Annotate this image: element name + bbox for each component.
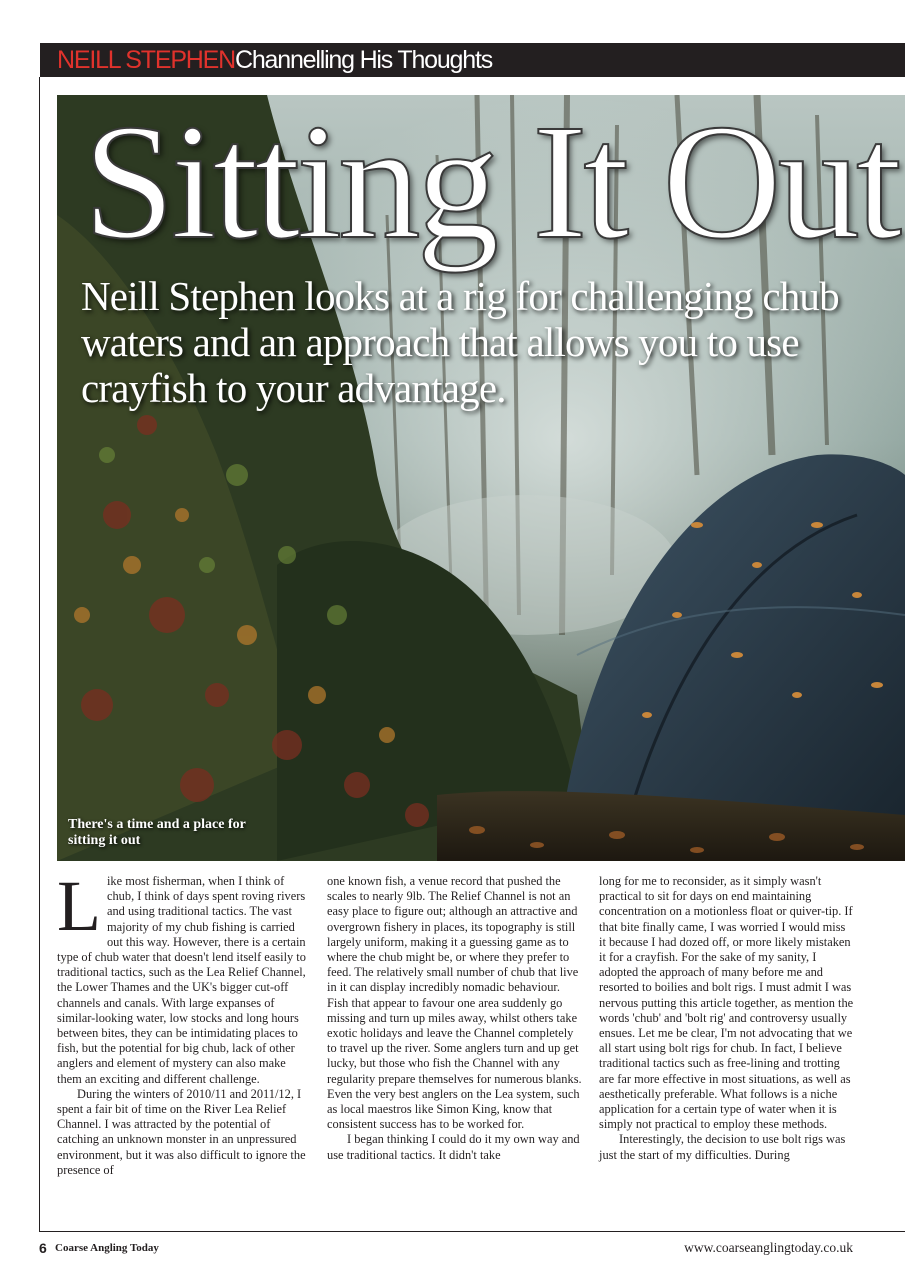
- body-column-1: [57, 866, 309, 1178]
- website-url[interactable]: www.coarseanglingtoday.co.uk: [684, 1240, 853, 1255]
- body-paragraph: Interestingly, the decision to use bolt rigs was just the start of my difficulties. During: [599, 1132, 846, 1162]
- section-kicker: [57, 45, 492, 75]
- body-column-2: [327, 874, 583, 1163]
- body-paragraph: one known fish, a venue record that pushed the scales to nearly 9lb. The Relief Channel is not an easy place to figure out; although an attractive and overgrown fishery in places, its topography is still largely uniform, making it a guessing game as to where the chub might be, or where they prefer to feed. The relatively small number of chub that live in it can display incredibly nomadic behaviour. Fish that appear to favour one area suddenly go missing and turn up miles away, whilst others take exotic holidays and leave the Channel completely to travel up the river. Some anglers turn and up get lucky, but those who fish the Channel with any regularity prepare themselves for numerous blanks. Even the very best anglers on the Lea system, such as local maestros like Simon King, know that consistent success has to be worked for.: [327, 874, 582, 1132]
- section-name: Channelling His Thoughts: [234, 46, 493, 74]
- photo-caption: There's a time and a place for sitting it out: [68, 817, 246, 848]
- drop-cap: L: [57, 866, 101, 946]
- body-column-3: [599, 874, 855, 1163]
- publication-name: Coarse Angling Today: [55, 1242, 159, 1254]
- body-paragraph: I began thinking I could do it my own way and use traditional tactics. It didn't take: [327, 1132, 580, 1162]
- hero-photo: [57, 95, 905, 861]
- section-header-bar: [40, 43, 905, 77]
- body-paragraph: long for me to reconsider, as it simply wasn't practical to sit for days on end maintaining concentration on a motionless float or quiver-tip. If that bite finally came, I was worried I would miss it because I had dozed off, or more likely mistaken it for a crayfish. For the sake of my sanity, I adopted the approach of many before me and resorted to boilies and bolt rigs. I must admit I was nervous putting this article together, as mention the words 'chub' and 'bolt rig' and controversy usually ensues. Let me be clear, I'm not advocating that we all start using bolt rigs for chub. In fact, I believe traditional tactics such as free-lining and trotting are far more effective in most situations, as well as aesthetically preferable. What follows is a niche application for a certain type of water when it is simply not practical to employ these methods.: [599, 874, 854, 1132]
- page-rule-vertical: [39, 77, 40, 1232]
- page-number: 6: [39, 1240, 47, 1256]
- article-standfirst: Neill Stephen looks at a rig for challenging chub waters and an approach that allows you to use crayfish to your advantage.: [81, 273, 839, 411]
- body-paragraph: During the winters of 2010/11 and 2011/12, I spent a fair bit of time on the River Lea Relief Channel. I was attracted by the potential of catching an unknown monster in an unpressured environment, but it was also difficult to ignore the presence of: [57, 1086, 306, 1177]
- article-title: Sitting It Out: [83, 95, 898, 273]
- body-paragraph: ike most fisherman, when I think of chub, I think of days spent roving rivers and using traditional tactics. The vast majority of my chub fishing is carried out this way. However, there is a certain type of chub water that doesn't lend itself easily to traditional tactics, such as the Lea Relief Channel, the Lower Thames and the UK's bigger cut-off channels and canals. With large expanses of similar-looking water, low stocks and long hours between bites, they can be intimidating places to fish, but the potential for big chub, lack of other anglers and element of mystery can also make them an exciting and different challenge.: [57, 874, 306, 1086]
- page-rule-horizontal: [39, 1231, 905, 1232]
- author-name: NEILL STEPHEN: [57, 46, 235, 74]
